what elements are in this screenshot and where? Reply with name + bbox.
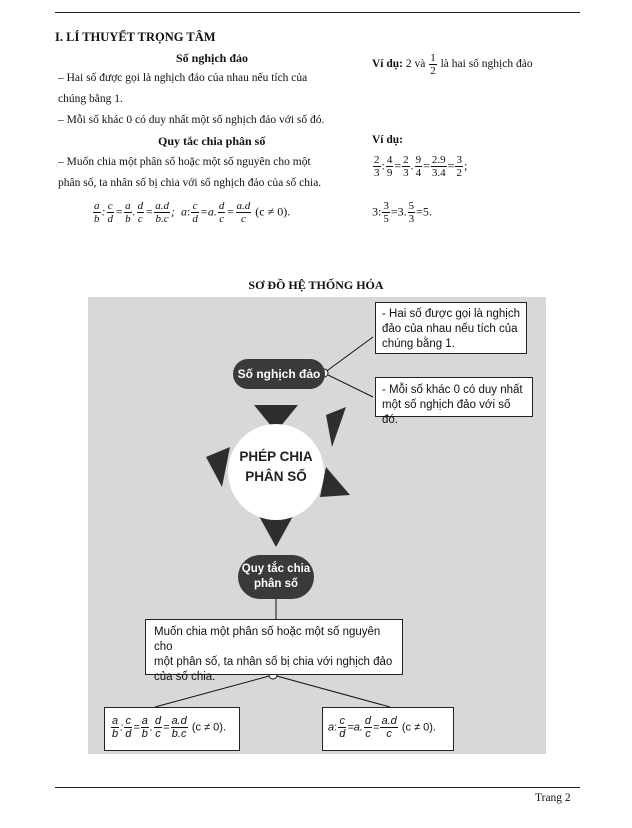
reciprocal-example	[372, 52, 533, 77]
reciprocal-example-pre: 2 và	[405, 58, 426, 71]
reciprocal-line-3: – Mỗi số khác 0 có duy nhất một số nghịch đảo với số đó.	[58, 114, 325, 126]
connector-to-box1	[324, 337, 373, 373]
star-point-left	[206, 447, 230, 487]
division-condition: (c ≠ 0).	[255, 204, 291, 219]
box-formula-fraction: $\frac{a}{b}$ : $\frac{c}{d}$ = $\frac{a}{b}$ . $\frac{d}{c}$ = $\frac{a.d}{b.c}$ (c ≠ 0).	[104, 707, 240, 751]
reciprocal-example-fraction: $\frac{1}{2}$	[430, 52, 436, 77]
box-formula-integer: a: $\frac{c}{d}$ =a. $\frac{d}{c}$ = $\frac{a.d}{c}$ (c ≠ 0).	[322, 707, 454, 751]
star-point-right	[320, 467, 350, 497]
division-example-label: Ví dụ:	[372, 134, 403, 146]
division-formula: $\frac{a}{b}$ : $\frac{c}{d}$ = $\frac{a}{b}$ . $\frac{d}{c}$ = $\frac{a.d}{b.c}$ ; a: $\frac{c}{d}$ =a. $\frac{d}{c}$ = $\frac{a.d}{c}$ (c ≠ 0).	[94, 200, 291, 225]
diagram-title: SƠ ĐỒ HỆ THỐNG HÓA	[248, 278, 384, 292]
reciprocal-line-1: – Hai số được gọi là nghịch đảo của nhau nếu tích của	[58, 72, 308, 84]
reciprocal-heading: Số nghịch đảo	[176, 51, 249, 65]
top-rule	[55, 12, 580, 13]
star-point-right-top	[326, 407, 346, 447]
division-example-2: 3: $\frac{3}{5}$ =3. $\frac{5}{3}$ =5.	[372, 200, 432, 225]
node-reciprocal: Số nghịch đảo	[233, 359, 325, 389]
section-title: I. LÍ THUYẾT TRỌNG TÂM	[55, 30, 216, 44]
bottom-rule	[55, 787, 580, 788]
box-reciprocal-definition: - Hai số được gọi là nghịch đảo của nhau nếu tích của chúng bằng 1.	[375, 302, 527, 354]
box-division-rule: Muốn chia một phân số hoặc một số nguyên cho một phân số, ta nhân số bị chia với nghịch đảo của số chia.	[145, 619, 403, 675]
concept-diagram	[88, 297, 546, 754]
reciprocal-example-post: là hai số nghịch đảo	[440, 58, 533, 71]
division-heading: Quy tắc chia phân số	[158, 134, 266, 148]
box-formula-fraction-condition: (c ≠ 0).	[191, 721, 227, 734]
center-label: PHÉP CHIA PHÂN SỐ	[239, 449, 313, 484]
reciprocal-line-2: chúng bằng 1.	[58, 93, 123, 105]
division-line-2: phân số, ta nhân số bị chia với số nghịch đảo của số chia.	[58, 177, 322, 189]
box-reciprocal-unique: - Mỗi số khác 0 có duy nhất một số nghịch đảo với số đó.	[375, 377, 533, 417]
division-line-1: – Muốn chia một phân số hoặc một số nguyên cho một	[58, 156, 311, 168]
page-number: Trang 2	[535, 792, 571, 804]
division-example-1: $\frac{2}{3}$ : $\frac{4}{9}$ = $\frac{2}{3}$ . $\frac{9}{4}$ = $\frac{2.9}{3.4}$ = $\frac{3}{2}$ ;	[374, 154, 468, 179]
node-division-rule: Quy tắc chia phân số	[238, 555, 314, 599]
box-formula-integer-condition: (c ≠ 0).	[401, 721, 436, 734]
connector-to-box2	[324, 373, 373, 397]
reciprocal-example-label: Ví dụ:	[372, 58, 403, 71]
